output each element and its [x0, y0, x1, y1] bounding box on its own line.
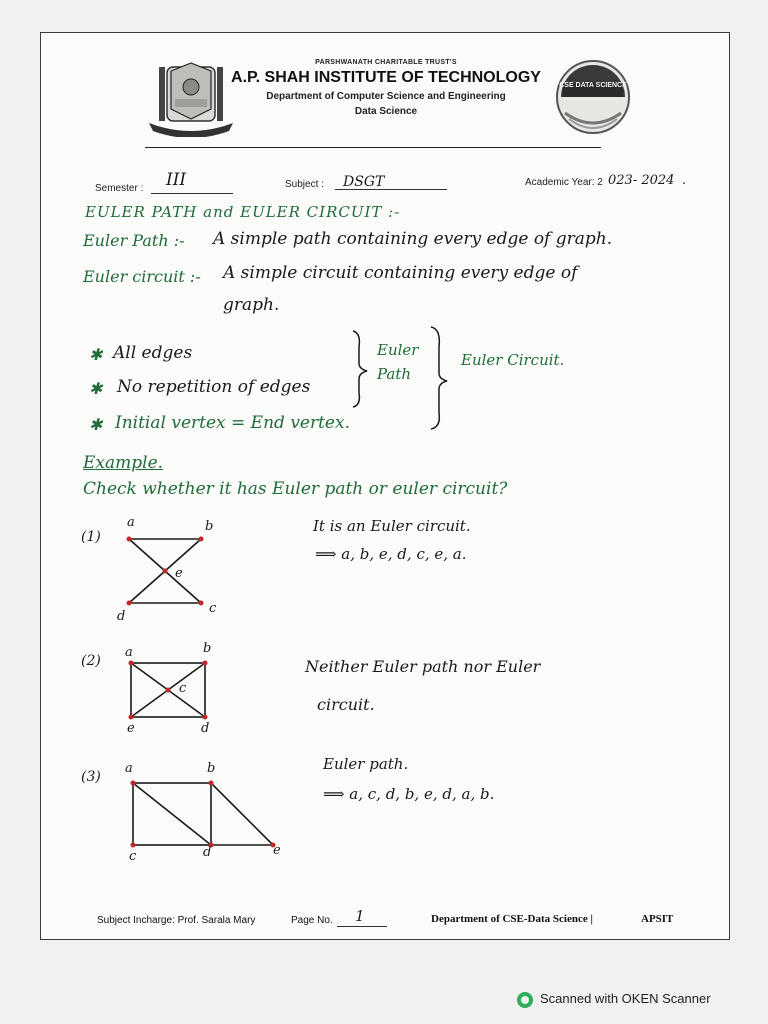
bullet-item: All edges [113, 343, 193, 363]
academic-year-suffix: . [682, 173, 687, 188]
academic-year-value: 023- 2024 [608, 173, 675, 188]
answer-line: Neither Euler path nor Euler [305, 657, 541, 676]
example-number: (1) [81, 529, 101, 545]
notes-heading: EULER PATH and EULER CIRCUIT :- [85, 203, 401, 221]
vertex-label: b [207, 761, 216, 776]
scanner-watermark: Scanned with OKEN Scanner [540, 991, 711, 1006]
vertex-label: d [201, 721, 210, 736]
vertex-label: c [209, 601, 217, 616]
euler-path-definition: A simple path containing every edge of graph. [213, 229, 613, 249]
vertex-label: e [127, 721, 135, 736]
answer-line: ⟹ a, c, d, b, e, d, a, b. [323, 785, 495, 803]
vertex-label: a [127, 515, 135, 530]
semester-underline [151, 193, 233, 194]
cse-data-science-logo-icon [553, 57, 633, 137]
vertex-label: d [117, 609, 126, 624]
vertex-label: c [179, 681, 187, 696]
logo-text: CSE DATA SCIENCE [559, 82, 627, 89]
subject-value: DSGT [343, 174, 385, 190]
semester-value: III [166, 170, 187, 190]
answer-line: Euler path. [323, 755, 409, 773]
branch-name: Data Science [354, 106, 418, 117]
page-number-value: 1 [355, 907, 365, 925]
institute-name: A.P. SHAH INSTITUTE OF TECHNOLOGY [231, 69, 541, 86]
graph-1 [121, 521, 221, 621]
vertex-label: b [205, 519, 214, 534]
bullet-item: No repetition of edges [117, 377, 311, 397]
example-number: (3) [81, 769, 101, 785]
vertex-label: e [175, 566, 183, 581]
euler-path-term: Euler Path :- [83, 231, 185, 250]
department-name: Department of Computer Science and Engineering [266, 91, 506, 102]
semester-label: Semester : [95, 183, 144, 194]
vertex-label: a [125, 761, 133, 776]
answer-line: It is an Euler circuit. [313, 517, 471, 535]
vertex-label: a [125, 645, 133, 660]
footer-brand: APSIT [641, 913, 674, 925]
header-divider [145, 147, 601, 148]
answer-line: ⟹ a, b, e, d, c, e, a. [315, 545, 467, 563]
answer-line: circuit. [317, 695, 375, 714]
vertex-label: b [203, 641, 212, 656]
trust-name: PARSHWANATH CHARITABLE TRUST'S [315, 59, 457, 66]
subject-label: Subject : [285, 179, 324, 190]
euler-circuit-definition-line2: graph. [223, 295, 280, 315]
page-number-label: Page No. [291, 915, 333, 926]
oken-scanner-logo-icon [516, 991, 534, 1009]
euler-circuit-term: Euler circuit :- [83, 267, 201, 286]
graph-2 [123, 649, 213, 729]
bullet-star-icon: ✱ [89, 345, 103, 364]
example-heading: Example. [83, 453, 164, 473]
bullet-star-icon: ✱ [89, 379, 103, 398]
bullet-item: Initial vertex = End vertex. [115, 413, 350, 433]
brace-label-path: Path [377, 365, 412, 383]
brace-label-euler: Euler [377, 341, 419, 359]
example-question: Check whether it has Euler path or euler circuit? [83, 479, 508, 499]
euler-circuit-definition-line1: A simple circuit containing every edge of [223, 263, 578, 283]
subject-incharge: Subject Incharge: Prof. Sarala Mary [97, 915, 256, 926]
vertex-label: c [129, 849, 137, 864]
footer-department: Department of CSE-Data Science | [431, 913, 593, 925]
vertex-label: e [273, 843, 281, 858]
document-page [40, 32, 730, 940]
example-number: (2) [81, 653, 101, 669]
academic-year-label: Academic Year: 2 [525, 177, 603, 188]
vertex-label: d [203, 845, 212, 860]
page-number-underline [337, 926, 387, 927]
brace-label-circuit: Euler Circuit. [461, 351, 565, 369]
bullet-star-icon: ✱ [89, 415, 103, 434]
